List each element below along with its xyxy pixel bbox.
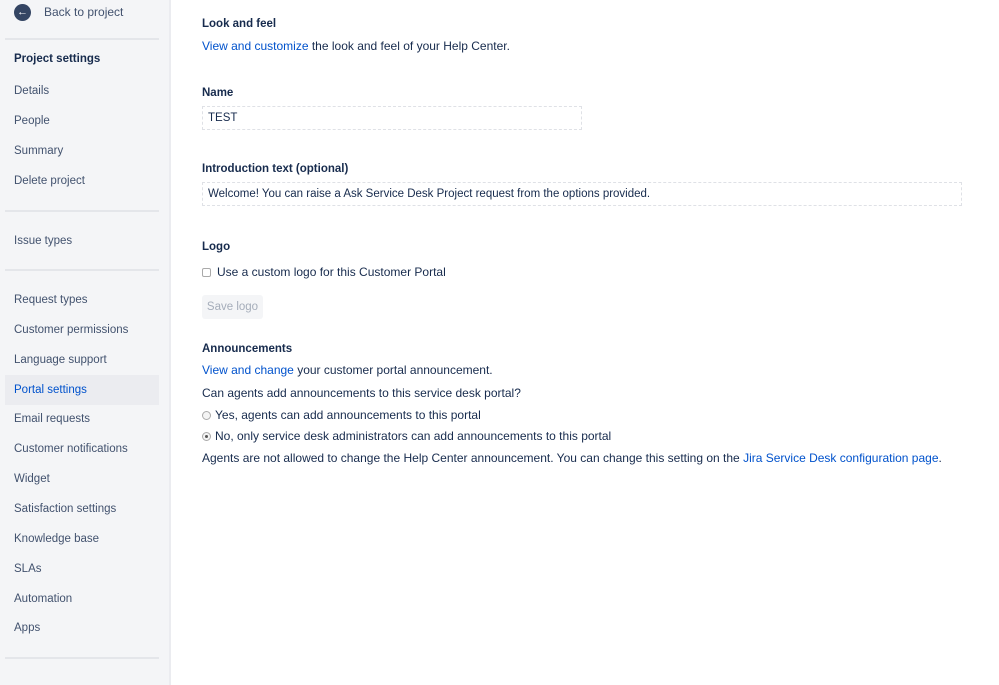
look-title: Look and feel	[202, 18, 277, 30]
logo-title: Logo	[202, 241, 231, 253]
sidebar	[0, 0, 171, 685]
sidebar-item-summary[interactable]: Summary	[14, 144, 64, 157]
save-logo-button[interactable]: Save logo	[202, 295, 263, 319]
sidebar-item-portal-settings[interactable]: Portal settings	[5, 375, 159, 405]
sidebar-item-email-requests[interactable]: Email requests	[14, 413, 91, 426]
name-label: Name	[202, 87, 234, 99]
announcements-text: your customer portal announcement.	[293, 363, 493, 377]
sidebar-item-language-support[interactable]: Language support	[14, 353, 107, 366]
note-end: .	[938, 451, 942, 465]
checkbox-label: Use a custom logo for this Customer Portal	[217, 265, 446, 279]
sidebar-item-widget[interactable]: Widget	[14, 473, 50, 486]
arrow-left-icon: ←	[14, 4, 31, 21]
note-text: Agents are not allowed to change the Help Center announcement. You can change this setting on the	[202, 451, 744, 465]
sidebar-item-knowledge-base[interactable]: Knowledge base	[14, 532, 100, 545]
divider	[5, 38, 159, 40]
announcements-question: Can agents add announcements to this service desk portal?	[202, 386, 521, 400]
custom-logo-checkbox[interactable]	[202, 268, 211, 277]
intro-label: Introduction text (optional)	[202, 163, 349, 175]
divider	[5, 269, 159, 271]
sidebar-item-customer-notifications[interactable]: Customer notifications	[14, 443, 128, 456]
look-text: the look and feel of your Help Center.	[308, 39, 510, 53]
config-page-link[interactable]: Jira Service Desk configuration page	[743, 451, 939, 465]
announcements-note	[202, 451, 942, 465]
back-to-project-link[interactable]	[14, 2, 123, 22]
radio-no[interactable]	[202, 432, 211, 441]
sidebar-item-satisfaction-settings[interactable]: Satisfaction settings	[14, 502, 117, 515]
intro-input[interactable]: Welcome! You can raise a Ask Service Desk Project request from the options provided.	[202, 182, 962, 206]
name-input[interactable]: TEST	[202, 106, 582, 130]
look-description	[202, 39, 510, 53]
sidebar-item-delete-project[interactable]: Delete project	[14, 174, 85, 187]
radio-no-label: No, only service desk administrators can add announcements to this portal	[215, 429, 612, 443]
back-label: Back to project	[44, 5, 124, 19]
announcements-description	[202, 363, 493, 377]
announcements-title: Announcements	[202, 343, 293, 355]
divider	[5, 657, 159, 659]
divider	[5, 210, 159, 212]
sidebar-item-automation[interactable]: Automation	[14, 592, 73, 605]
radio-yes[interactable]	[202, 411, 211, 420]
sidebar-item-details[interactable]: Details	[14, 85, 50, 97]
sidebar-item-issue-types[interactable]: Issue types	[14, 235, 73, 247]
radio-yes-label: Yes, agents can add announcements to this portal	[215, 408, 481, 422]
radio-option-yes[interactable]	[202, 408, 481, 422]
radio-option-no[interactable]	[202, 429, 611, 443]
sidebar-item-customer-permissions[interactable]: Customer permissions	[14, 323, 129, 336]
view-change-link[interactable]: View and change	[202, 363, 294, 377]
sidebar-item-apps[interactable]: Apps	[14, 622, 41, 635]
sidebar-item-slas[interactable]: SLAs	[14, 562, 42, 575]
sidebar-item-people[interactable]: People	[14, 114, 50, 127]
custom-logo-option[interactable]	[202, 265, 446, 279]
view-customize-link[interactable]: View and customize	[202, 39, 309, 53]
sidebar-item-request-types[interactable]: Request types	[14, 294, 88, 306]
section-title: Project settings	[14, 53, 101, 65]
